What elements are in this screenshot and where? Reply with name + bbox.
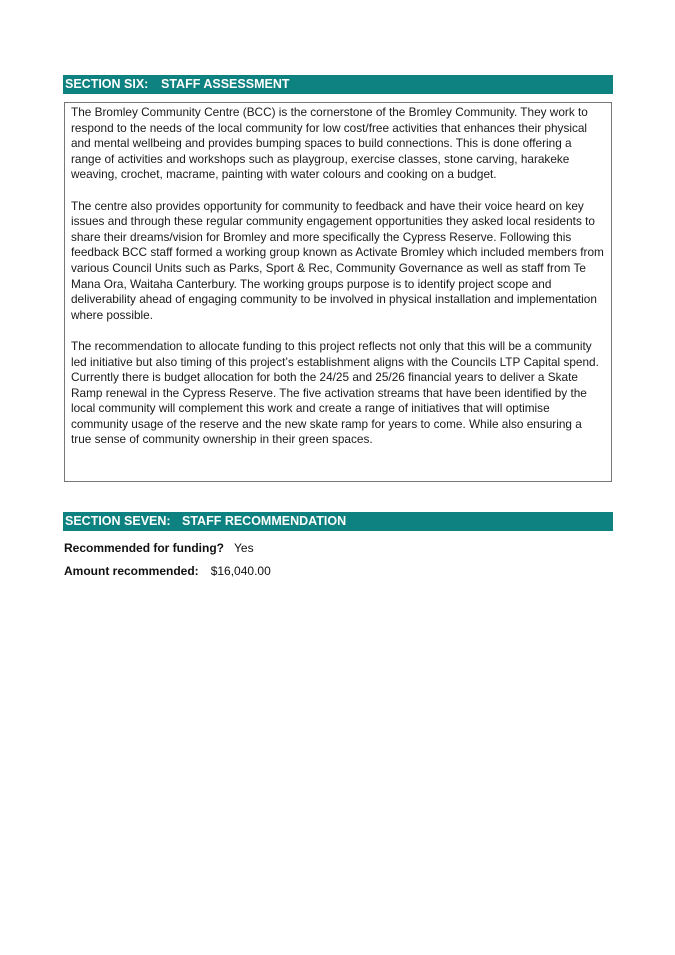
section-seven-number: SECTION SEVEN: — [65, 514, 171, 528]
assessment-paragraph-2: The centre also provides opportunity for community to feedback and have their voice heard on key issues and through these regular community engagement opportunities they asked local residents to share their dreams/vision for Bromley and more specifically the Cypress Reserve. Following this feedback BCC staff formed a working group known as Activate Bromley which included members from various Council Units such as Parks, Sport & Rec, Community Governance as well as staff from Te Mana Ora, Waitaha Canterbury. The working groups purpose is to identify project scope and deliverability ahead of engaging community to be involved in physical installation and implementation where possible. — [71, 198, 604, 322]
recommended-for-funding-label: Recommended for funding? — [64, 541, 224, 555]
amount-recommended-label: Amount recommended: — [64, 564, 199, 578]
staff-assessment-box — [64, 102, 612, 482]
assessment-paragraph-3: The recommendation to allocate funding to this project reflects not only that this will be a community led initiative but also timing of this project’s establishment aligns with the Councils LTP Capital spend. Currently there is budget allocation for both the 24/25 and 25/26 financial years to deliver a Skate Ramp renewal in the Cypress Reserve. The five activation streams that have been identified by the local community will complement this work and create a range of initiatives that will optimise community usage of the reserve and the new skate ramp for years to come. While also ensuring a true sense of community ownership in their green spaces. — [71, 338, 599, 447]
section-six-number: SECTION SIX: — [65, 77, 149, 91]
section-seven-header — [63, 512, 613, 531]
recommended-for-funding-row — [64, 541, 254, 556]
amount-recommended-row — [64, 564, 271, 579]
assessment-paragraph-1: The Bromley Community Centre (BCC) is the cornerstone of the Bromley Community. They work to respond to the needs of the local community for low cost/free activities that enhances their physical and mental wellbeing and provides bumping spaces to build connections. This is done offering a range of activities and workshops such as playgroup, exercise classes, stone carving, harakeke weaving, crochet, macrame, painting with water colours and cooking on a budget. — [71, 105, 588, 182]
section-seven-title: STAFF RECOMMENDATION — [182, 514, 347, 528]
amount-recommended-value: $16,040.00 — [210, 564, 271, 578]
recommended-for-funding-value: Yes — [234, 541, 254, 555]
section-six-title: STAFF ASSESSMENT — [161, 77, 290, 91]
section-six-header — [63, 75, 613, 94]
